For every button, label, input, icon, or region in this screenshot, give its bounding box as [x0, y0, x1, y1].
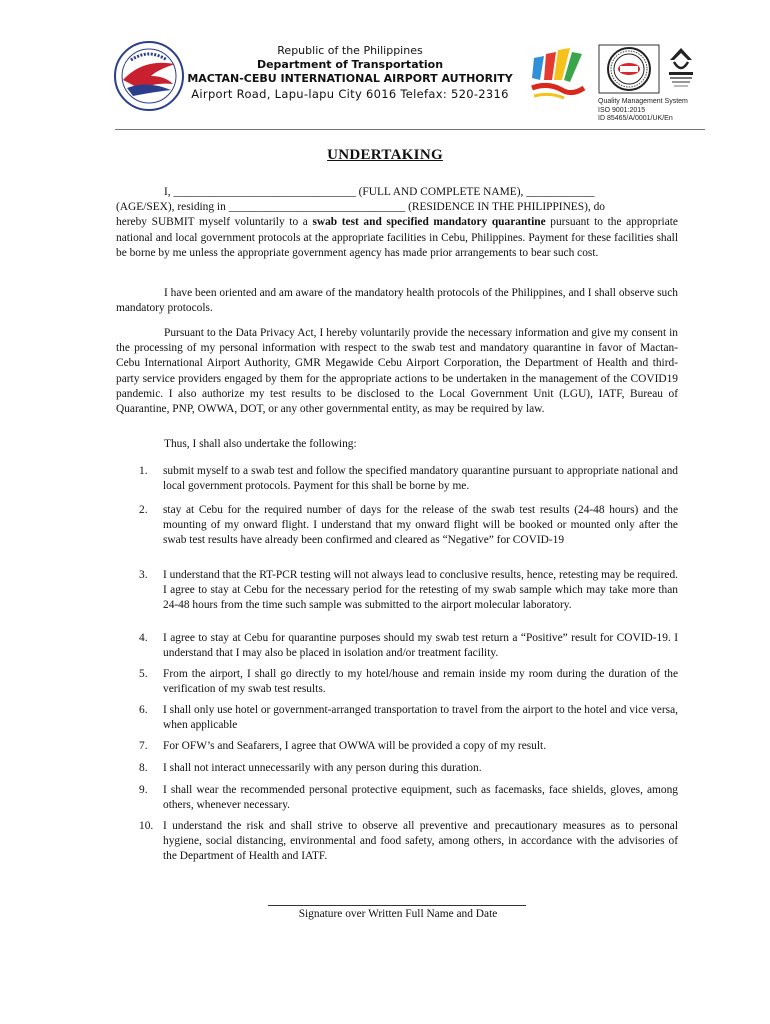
- uras-logo-icon: [664, 44, 698, 94]
- list-item-text: I agree to stay at Cebu for quarantine purposes should my swab test return a “Positive” result for COVID-19. I understand that I may also be placed in isolation and/or treatment facility.: [163, 632, 678, 660]
- age-sex-label: (AGE/SEX), residing in: [116, 201, 226, 214]
- its-more-fun-logo-icon: [528, 46, 588, 104]
- list-item-number: 4.: [139, 632, 148, 644]
- list-item-text: I shall only use hotel or government-arranged transportation to travel from the airport to the hotel and vice versa, when applicable: [163, 704, 678, 732]
- iso-line: ISO 9001:2015: [598, 106, 646, 114]
- signature-label: Signature over Written Full Name and Date: [298, 908, 498, 920]
- submit-text: hereby SUBMIT myself voluntarily to a: [116, 216, 308, 229]
- ukas-certification-icon: [598, 44, 660, 94]
- list-item-text: From the airport, I shall go directly to my hotel/house and remain inside my room during the duration of the verification of my swab test results.: [163, 668, 678, 696]
- list-item-text: I understand that the RT-PCR testing will not always lead to conclusive results, hence, retesting may be required. I agree to stay at Cebu for the necessary period for the retesting of my swab sample which may take more than 24-48 hours from the time such sample was submitted to the airport molecular laboratory.: [163, 569, 678, 612]
- department-line: Department of Transportation: [256, 58, 444, 71]
- header-divider: [115, 129, 705, 130]
- residence-blank[interactable]: _______________________________: [228, 201, 406, 214]
- signature-line[interactable]: [268, 905, 526, 906]
- qms-certificate-note: [598, 98, 688, 124]
- full-name-label: (FULL AND COMPLETE NAME),: [358, 186, 524, 198]
- dotr-seal-icon: [113, 40, 185, 112]
- certificate-id-line: ID 85465/A/0001/UK/En: [598, 115, 673, 123]
- list-item-number: 1.: [139, 465, 148, 477]
- declaration-paragraph: [116, 185, 678, 261]
- list-item-number: 9.: [139, 784, 148, 796]
- list-item-text: For OFW’s and Seafarers, I agree that OWWA will be provided a copy of my result.: [163, 740, 547, 752]
- list-item-number: 2.: [139, 504, 148, 516]
- republic-line: Republic of the Philippines: [277, 44, 423, 57]
- residence-label: (RESIDENCE IN THE PHILIPPINES), do: [408, 201, 605, 214]
- data-privacy-paragraph: Pursuant to the Data Privacy Act, I hereby voluntarily provide the necessary information and give my consent in the processing of my personal information with respect to the swab test and mandatory quarantine in favor of Mactan-Cebu International Airport Authority, GMR Megawide Cebu Airport Corporation, the Department of Health and third-party service providers engaged by them for the appropriate actions to be undertaken in the management of the COVID19 pandemic. I also authorize my test results to be disclosed to the Local Government Unit (LGU), IATF, Bureau of Quarantine, PNP, OWWA, DOT, or any other governmental entity, as may be required by law.: [116, 327, 678, 416]
- list-item-number: 7.: [139, 740, 148, 752]
- list-item-text: submit myself to a swab test and follow the specified mandatory quarantine pursuant to appropriate national and local government protocols. Payment for this shall be borne by me.: [163, 465, 678, 493]
- list-item-number: 8.: [139, 762, 148, 774]
- list-item-number: 6.: [139, 704, 148, 716]
- list-item-text: I shall wear the recommended personal protective equipment, such as facemasks, face shields, gloves, among others, whenever necessary.: [163, 784, 678, 812]
- list-item-number: 10.: [139, 820, 154, 832]
- age-sex-blank[interactable]: ____________: [526, 186, 595, 198]
- document-title: UNDERTAKING: [327, 147, 443, 163]
- authority-line: MACTAN-CEBU INTERNATIONAL AIRPORT AUTHORITY: [187, 72, 513, 85]
- list-item-text: stay at Cebu for the required number of days for the release of the swab test results (24-48 hours) and the mounting of my onward flight. I understand that my onward flight will be booked or mounted only after the swab test results have already been confirmed and cleared as “Negative” for COVID-19: [163, 504, 678, 547]
- agency-header: [180, 44, 520, 102]
- full-name-blank[interactable]: ________________________________: [173, 186, 356, 198]
- list-item-text: I shall not interact unnecessarily with any person during this duration.: [163, 762, 482, 774]
- undertake-intro: Thus, I shall also undertake the following:: [164, 438, 357, 450]
- address-line: Airport Road, Lapu-lapu City 6016 Telefax: 520-2316: [191, 87, 509, 101]
- declaration-prefix: I,: [164, 186, 171, 198]
- swab-test-emphasis: swab test and specified mandatory quarantine: [312, 216, 546, 229]
- list-item-number: 5.: [139, 668, 148, 680]
- submit-text-continued: pursuant to the appropriate national and local government protocols at the appropriate facilities in Cebu, Philippines. Payment for these facilities shall be borne by me unless the appropriate government agency has made prior arrangements to bear such cost.: [116, 216, 678, 259]
- list-item-number: 3.: [139, 569, 148, 581]
- oriented-paragraph: I have been oriented and am aware of the mandatory health protocols of the Philippines, and I shall observe such mandatory protocols.: [116, 287, 678, 315]
- qms-line: Quality Management System: [598, 98, 688, 105]
- list-item-text: I understand the risk and shall strive to observe all preventive and precautionary measures as to personal hygiene, social distancing, environmental and food safety, among others, in accordance with the advisories of the Department of Health and IATF.: [163, 820, 678, 863]
